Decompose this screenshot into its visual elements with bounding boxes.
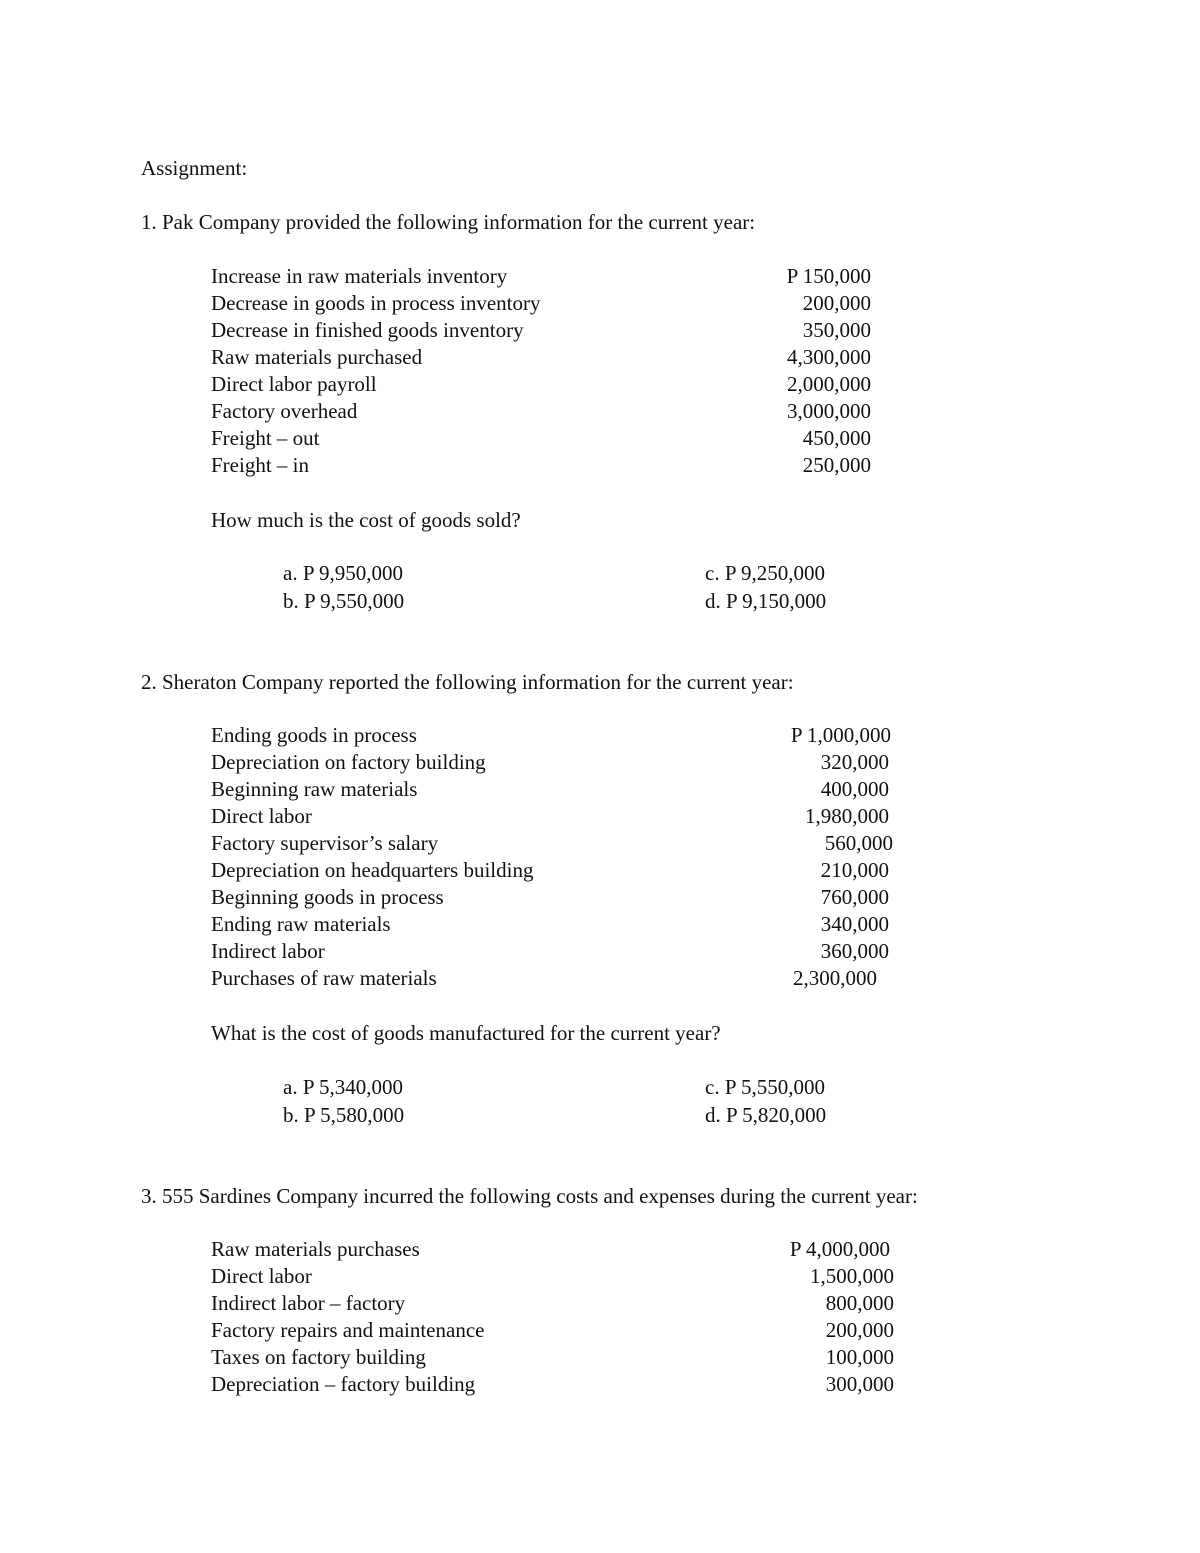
list-item <box>211 911 893 938</box>
q1-choice-c: c. P 9,250,000 <box>705 561 825 585</box>
list-item <box>211 830 893 857</box>
item-label: Depreciation on headquarters building <box>211 858 534 882</box>
item-value: 4,300,000 <box>787 345 871 369</box>
q1-items <box>211 263 871 479</box>
list-item <box>211 1344 894 1371</box>
list-item <box>211 965 893 992</box>
q2-choice-b: b. P 5,580,000 <box>283 1103 405 1127</box>
item-value: 100,000 <box>825 1345 894 1369</box>
list-item <box>211 1371 894 1398</box>
list-item <box>211 938 893 965</box>
item-label: Beginning goods in process <box>211 885 444 909</box>
item-label: Beginning raw materials <box>211 777 418 801</box>
item-value: 2,000,000 <box>787 372 871 396</box>
item-label: Direct labor <box>211 1264 312 1288</box>
item-label: Decrease in finished goods inventory <box>211 318 524 342</box>
item-label: Direct labor payroll <box>211 372 377 396</box>
list-item <box>211 425 871 452</box>
list-item <box>211 1290 894 1317</box>
item-value: 450,000 <box>802 426 871 450</box>
list-item <box>211 290 871 317</box>
item-value: P 150,000 <box>786 264 871 288</box>
item-value: 300,000 <box>825 1372 894 1396</box>
item-label: Taxes on factory building <box>211 1345 426 1369</box>
item-label: Freight – in <box>211 453 309 477</box>
list-item <box>211 884 893 911</box>
item-value: 210,000 <box>820 858 889 882</box>
item-label: Raw materials purchased <box>211 345 423 369</box>
list-item <box>211 722 893 749</box>
item-value: 3,000,000 <box>787 399 871 423</box>
list-item <box>211 857 893 884</box>
q1-choice-b: b. P 9,550,000 <box>283 589 405 613</box>
list-item <box>211 344 871 371</box>
item-value: 2,300,000 <box>793 966 877 990</box>
q1-prompt: 1. Pak Company provided the following information for the current year: <box>141 210 756 234</box>
item-value: 200,000 <box>825 1318 894 1342</box>
item-value: 340,000 <box>820 912 889 936</box>
q1-question: How much is the cost of goods sold? <box>211 508 521 532</box>
item-value: P 4,000,000 <box>789 1237 890 1261</box>
item-value: 200,000 <box>802 291 871 315</box>
list-item <box>211 317 871 344</box>
item-label: Raw materials purchases <box>211 1237 420 1261</box>
item-label: Factory overhead <box>211 399 358 423</box>
q2-prompt: 2. Sheraton Company reported the following information for the current year: <box>141 670 794 694</box>
item-value: 560,000 <box>824 831 893 855</box>
list-item <box>211 1236 894 1263</box>
item-value: 360,000 <box>820 939 889 963</box>
q2-question: What is the cost of goods manufactured for the current year? <box>211 1021 721 1045</box>
page-heading: Assignment: <box>141 156 248 180</box>
item-label: Factory supervisor’s salary <box>211 831 439 855</box>
q1-choice-d: d. P 9,150,000 <box>705 589 827 613</box>
item-value: 320,000 <box>820 750 889 774</box>
item-label: Ending goods in process <box>211 723 417 747</box>
item-value: 1,980,000 <box>805 804 889 828</box>
list-item <box>211 1317 894 1344</box>
q2-choice-d: d. P 5,820,000 <box>705 1103 827 1127</box>
item-label: Decrease in goods in process inventory <box>211 291 541 315</box>
q2-choice-a: a. P 5,340,000 <box>283 1075 403 1099</box>
item-label: Direct labor <box>211 804 312 828</box>
list-item <box>211 776 893 803</box>
q2-items <box>211 722 893 992</box>
item-label: Depreciation on factory building <box>211 750 486 774</box>
item-label: Increase in raw materials inventory <box>211 264 508 288</box>
list-item <box>211 749 893 776</box>
list-item <box>211 452 871 479</box>
q1-choice-a: a. P 9,950,000 <box>283 561 403 585</box>
item-label: Indirect labor <box>211 939 325 963</box>
list-item <box>211 263 871 290</box>
list-item <box>211 803 893 830</box>
list-item <box>211 1263 894 1290</box>
item-value: 250,000 <box>802 453 871 477</box>
item-value: 400,000 <box>820 777 889 801</box>
item-label: Indirect labor – factory <box>211 1291 406 1315</box>
list-item <box>211 398 871 425</box>
list-item <box>211 371 871 398</box>
item-label: Depreciation – factory building <box>211 1372 476 1396</box>
item-value: 800,000 <box>825 1291 894 1315</box>
q3-prompt: 3. 555 Sardines Company incurred the following costs and expenses during the current year: <box>141 1184 918 1208</box>
item-value: 1,500,000 <box>810 1264 894 1288</box>
item-label: Ending raw materials <box>211 912 391 936</box>
item-value: P 1,000,000 <box>790 723 891 747</box>
q3-items <box>211 1236 894 1398</box>
q2-choice-c: c. P 5,550,000 <box>705 1075 825 1099</box>
item-value: 760,000 <box>820 885 889 909</box>
item-value: 350,000 <box>802 318 871 342</box>
item-label: Purchases of raw materials <box>211 966 437 990</box>
item-label: Factory repairs and maintenance <box>211 1318 485 1342</box>
item-label: Freight – out <box>211 426 320 450</box>
